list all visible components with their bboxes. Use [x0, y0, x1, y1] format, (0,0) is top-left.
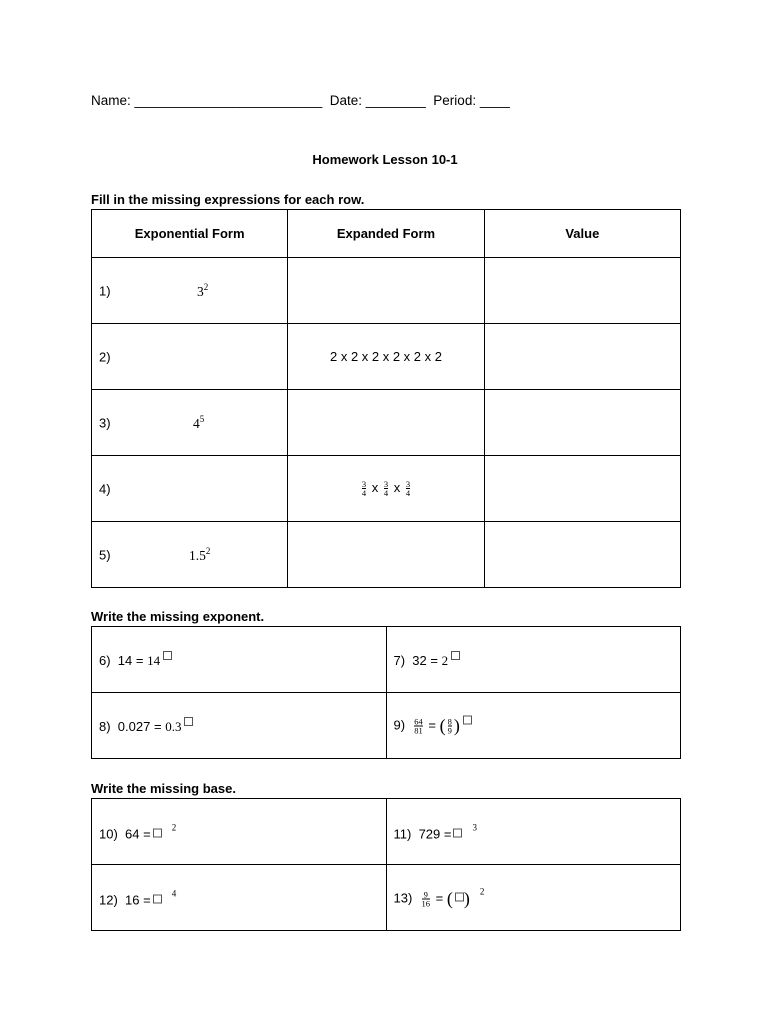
problem-cell [386, 799, 681, 865]
expanded-form-cell: $\frac{3}{4}$ x $\frac{3}{4}$ x $\frac{3}{4}$ [288, 456, 484, 522]
fraction: $\frac{3}{4}$ [361, 479, 367, 499]
problem-13: 13) $\frac{9}{16}$ = ( ) $^2$ [393, 886, 485, 909]
table-row [92, 522, 681, 588]
page-title: Homework Lesson 10-1 [312, 152, 458, 167]
header-fields: Name: _________________________ Date: ________ Period: ____ [91, 93, 510, 108]
problem-cell [386, 693, 681, 759]
answer-box[interactable] [153, 894, 162, 903]
table-row [92, 390, 681, 456]
problem-cell [386, 627, 681, 693]
expanded-form-cell: 2 x 2 x 2 x 2 x 2 x 2 [288, 324, 484, 390]
row-number: 2) [99, 349, 111, 364]
exponent-table [91, 209, 681, 588]
answer-box[interactable] [184, 717, 193, 726]
exponential-expression: $4^5$ [193, 413, 205, 431]
table-header-row [92, 210, 681, 258]
problem-6: 6) 14 = 14 [99, 651, 172, 669]
column-header: Expanded Form [288, 210, 484, 258]
exponential-form-cell[interactable] [92, 456, 288, 522]
problem-cell [92, 799, 387, 865]
section2-instruction: Write the missing exponent. [91, 609, 265, 624]
fraction: $\frac{3}{4}$ [405, 479, 411, 499]
table-row [92, 258, 681, 324]
value-cell[interactable] [484, 456, 680, 522]
table-row [92, 865, 681, 931]
expanded-form-cell[interactable] [288, 522, 484, 588]
row-number: 4) [99, 481, 111, 496]
exponential-form-cell[interactable] [92, 258, 288, 324]
problem-7: 7) 32 = 2 [394, 651, 461, 669]
table-row [92, 324, 681, 390]
value-cell[interactable] [484, 390, 680, 456]
table-row [92, 456, 681, 522]
table-row [92, 799, 681, 865]
fraction: $\frac{8}{9}$ [447, 716, 452, 736]
section1-instruction: Fill in the missing expressions for each row. [91, 192, 365, 207]
exponential-expression: $3^2$ [197, 281, 209, 299]
answer-box[interactable] [463, 715, 472, 724]
value-cell[interactable] [484, 522, 680, 588]
missing-exponent-table [91, 626, 681, 759]
fraction: $\frac{64}{81}$ [414, 716, 423, 736]
value-cell[interactable] [484, 324, 680, 390]
exponential-form-cell[interactable] [92, 390, 288, 456]
answer-box[interactable] [163, 651, 172, 660]
problem-11: 11) 729 = $^3$ [393, 822, 477, 841]
table-row [92, 627, 681, 693]
problem-cell [92, 693, 387, 759]
exponential-expression: $1.5^2$ [189, 545, 211, 563]
column-header: Value [484, 210, 680, 258]
exponential-form-cell[interactable] [92, 522, 288, 588]
answer-box[interactable] [453, 828, 462, 837]
value-cell[interactable] [484, 258, 680, 324]
table-row [92, 693, 681, 759]
expanded-form-cell[interactable] [288, 258, 484, 324]
exponential-form-cell[interactable] [92, 324, 288, 390]
problem-cell [92, 865, 387, 931]
problem-12: 12) 16 = $^4$ [99, 888, 177, 907]
problem-9: 9) $\frac{64}{81}$ = ( $\frac{8}{9}$ ) [394, 715, 472, 736]
problem-cell [386, 865, 681, 931]
column-header: Exponential Form [92, 210, 288, 258]
row-number: 1) [99, 283, 111, 298]
answer-box[interactable] [153, 828, 162, 837]
missing-base-table [91, 798, 681, 931]
problem-10: 10) 64 = $^2$ [99, 822, 177, 841]
problem-8: 8) 0.027 = 0.3 [99, 717, 193, 735]
fraction: $\frac{9}{16}$ [421, 889, 431, 909]
row-number: 5) [99, 547, 111, 562]
section3-instruction: Write the missing base. [91, 781, 236, 796]
fraction: $\frac{3}{4}$ [383, 479, 389, 499]
row-number: 3) [99, 415, 111, 430]
answer-box[interactable] [451, 651, 460, 660]
problem-cell [92, 627, 387, 693]
expanded-form-cell[interactable] [288, 390, 484, 456]
